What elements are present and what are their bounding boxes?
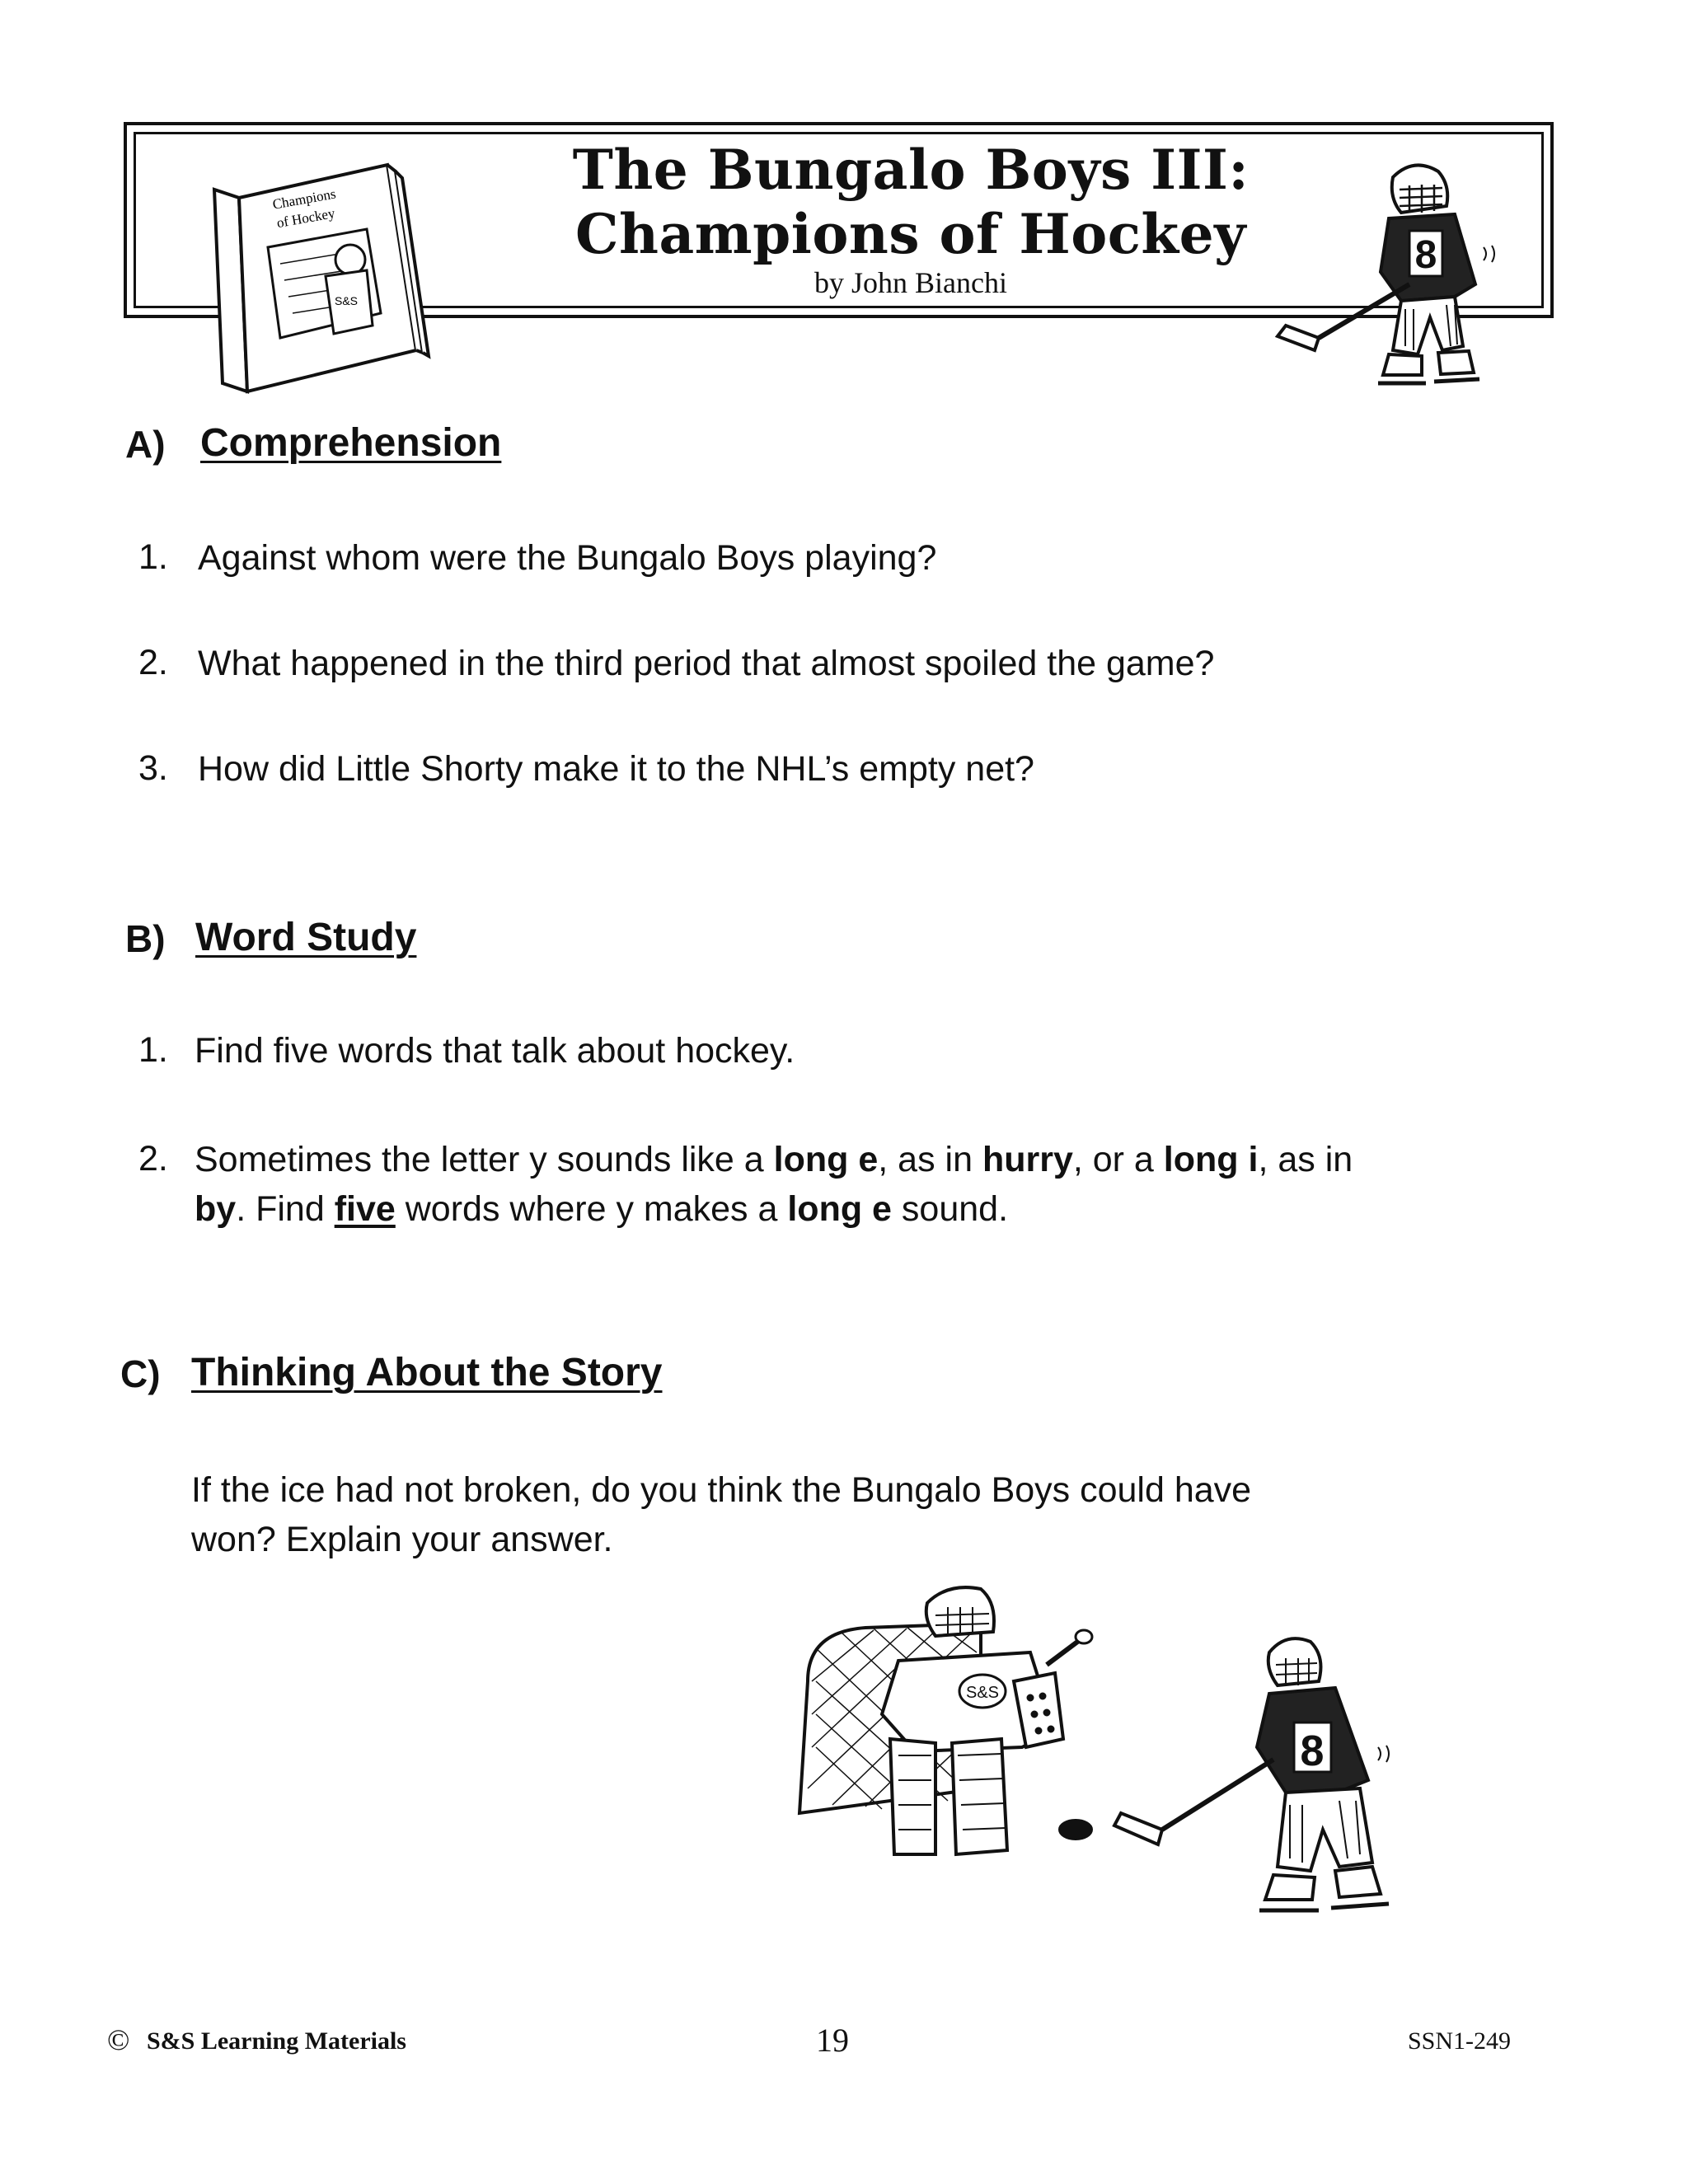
section-a-title: Comprehension	[200, 421, 502, 465]
question-b2-number: 2.	[138, 1139, 168, 1179]
question-b1-text: Find five words that talk about hockey.	[195, 1031, 795, 1071]
section-c-title: Thinking About the Story	[191, 1351, 663, 1394]
question-a1-number: 1.	[138, 537, 168, 577]
goalie-badge: S&S	[965, 1684, 1000, 1702]
copyright-icon: ©	[107, 2023, 130, 2056]
publisher-name: S&S Learning Materials	[147, 2027, 406, 2055]
hockey-player-illustration	[1286, 148, 1533, 429]
title-line-2: Champions of Hockey	[574, 202, 1246, 266]
title-line-1: The Bungalo Boys III:	[572, 138, 1250, 202]
question-a1-text: Against whom were the Bungalo Boys playing?	[198, 538, 937, 578]
page-number: 19	[816, 2022, 849, 2059]
book-cover-title-1: Champions	[271, 185, 337, 213]
question-a2-text: What happened in the third period that almost spoiled the game?	[198, 644, 1215, 683]
question-a3-number: 3.	[138, 748, 168, 788]
question-b2-text: Sometimes the letter y sounds like a long e, as in hurry, or a long i, as in by. Find five words where y makes a long e sound.	[195, 1140, 1353, 1229]
section-c-prompt-line-1: If the ice had not broken, do you think the Bungalo Boys could have	[191, 1470, 1252, 1510]
player-number: 8	[1414, 233, 1437, 277]
book-cover-badge: S&S	[334, 294, 359, 307]
question-a3-text: How did Little Shorty make it to the NHL’s empty net?	[198, 749, 1034, 789]
section-c-prompt-line-2: won? Explain your answer.	[191, 1520, 613, 1559]
product-code: SSN1-249	[1408, 2027, 1512, 2055]
skater-number: 8	[1300, 1727, 1325, 1775]
section-a-letter: A)	[125, 423, 166, 466]
byline: by John Bianchi	[814, 266, 1007, 299]
question-a2-number: 2.	[138, 643, 168, 682]
hockey-scene-illustration	[791, 1582, 1517, 1978]
book-cover-title-2: of Hockey	[275, 205, 336, 232]
section-b-letter: B)	[125, 917, 166, 960]
section-c-letter: C)	[120, 1352, 161, 1395]
question-b1-number: 1.	[138, 1030, 168, 1070]
book-illustration	[190, 132, 437, 396]
section-b-title: Word Study	[195, 916, 417, 959]
